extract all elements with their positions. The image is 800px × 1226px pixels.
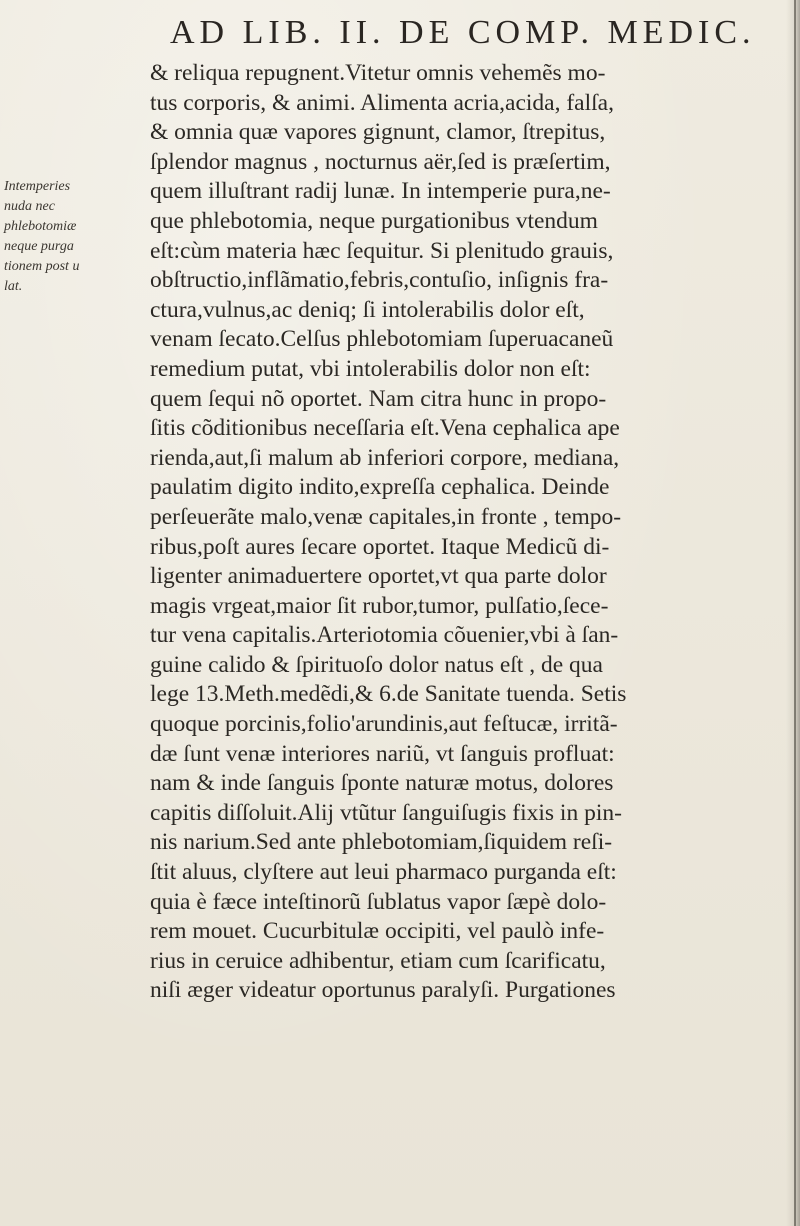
text-line: ctura,vulnus,ac deniq; ſi intolerabilis dolor eſt, xyxy=(150,296,585,323)
margin-note-line: Intemperies xyxy=(4,179,71,194)
text-line: & omnia quæ vapores gignunt, clamor, ſtrepitus, xyxy=(150,119,606,146)
text-line: tus corporis, & animi. Alimenta acria,acida, falſa, xyxy=(150,89,614,116)
text-line: ſitis cõditionibus neceſſaria eſt.Vena cephalica ape xyxy=(150,415,620,442)
body-text xyxy=(150,59,790,1006)
running-header: AD LIB. II. DE COMP. MEDIC. xyxy=(170,14,756,51)
margin-note-line: phlebotomiæ xyxy=(4,219,77,234)
text-line: & reliqua repugnent.Vitetur omnis vehemẽs mo- xyxy=(150,60,606,86)
text-line: dæ ſunt venæ interiores nariũ, vt ſanguis profluat: xyxy=(150,740,615,767)
text-line: capitis diſſoluit.Alij vtũtur ſanguiſugis fixis in pin- xyxy=(150,799,622,826)
text-line: ſtit aluus, clyſtere aut leui pharmaco purganda eſt: xyxy=(150,859,617,886)
text-line: rem mouet. Cucurbitulæ occipiti, vel paulò infe- xyxy=(150,918,605,945)
text-line: ſplendor magnus , nocturnus aër,ſed is præſertim, xyxy=(150,148,611,175)
text-line: perſeuerãte malo,venæ capitales,in fronte , tempo- xyxy=(150,503,622,530)
text-line: quem ſequi nõ oportet. Nam citra hunc in propo- xyxy=(150,385,607,412)
text-line: paulatim digito indito,expreſſa cephalica. Deinde xyxy=(150,474,610,501)
text-line: magis vrgeat,maior ſit rubor,tumor, pulſatio,ſece- xyxy=(150,592,609,619)
text-line: rius in ceruice adhibentur, etiam cum ſcarificatu, xyxy=(150,947,606,974)
text-line: eſt:cùm materia hæc ſequitur. Si plenitudo grauis, xyxy=(150,237,614,264)
text-line: que phlebotomia, neque purgationibus vtendum xyxy=(150,207,598,234)
margin-note-line: lat. xyxy=(4,279,23,294)
text-line: nam & inde ſanguis ſponte naturæ motus, dolores xyxy=(150,770,614,797)
text-line: guine calido & ſpirituoſo dolor natus eſt , de qua xyxy=(150,651,603,678)
text-line: venam ſecato.Celſus phlebotomiam ſuperuacaneũ xyxy=(150,326,614,353)
text-line: lege 13.Meth.medẽdi,& 6.de Sanitate tuenda. Setis xyxy=(150,681,627,708)
text-line: niſi æger videatur oportunus paralyſi. Purgationes xyxy=(150,977,616,1004)
margin-note xyxy=(4,177,149,297)
text-line: ribus,poſt aures ſecare oportet. Itaque Medicũ di- xyxy=(150,533,610,560)
margin-note-line: tionem post u xyxy=(4,259,80,274)
text-line: remedium putat, vbi intolerabilis dolor non eſt: xyxy=(150,355,591,382)
text-line: quia è fæce inteſtinorũ ſublatus vapor ſæpè dolo- xyxy=(150,888,607,915)
text-line: nis narium.Sed ante phlebotomiam,ſiquidem reſi- xyxy=(150,829,613,856)
text-line: rienda,aut,ſi malum ab inferiori corpore, mediana, xyxy=(150,444,620,471)
margin-note-line: neque purga xyxy=(4,239,74,254)
text-line: quem illuſtrant radij lunæ. In intemperie pura,ne- xyxy=(150,178,611,205)
text-line: quoque porcinis,folio'arundinis,aut feſtucæ, irritã- xyxy=(150,711,618,738)
margin-note-line: nuda nec xyxy=(4,199,55,214)
text-line: obſtructio,inflãmatio,febris,contuſio, inſignis fra- xyxy=(150,267,609,294)
text-line: ligenter animaduertere oportet,vt qua parte dolor xyxy=(150,563,607,590)
page-edge-line xyxy=(794,0,796,1226)
text-line: tur vena capitalis.Arteriotomia cõuenier,vbi à ſan- xyxy=(150,622,619,649)
